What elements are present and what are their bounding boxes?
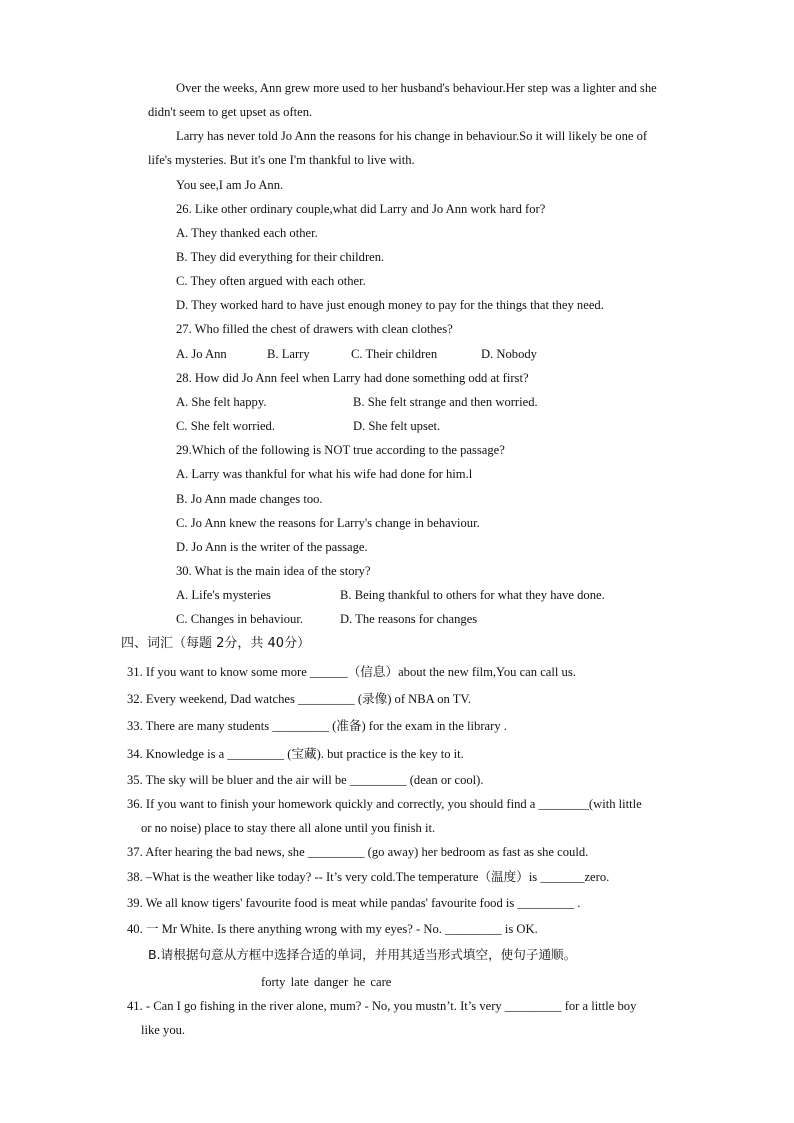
question-38: 38. –What is the weather like today? -- It’s very cold.The temperature（温度）is _______zero. — [127, 870, 610, 884]
question-41-line-1: 41. - Can I go fishing in the river alone, mum? - No, you mustn’t. It’s very _________ for a little boy — [127, 999, 637, 1013]
question-29: 29.Which of the following is NOT true according to the passage? — [176, 443, 505, 457]
question-26-option-a: A. They thanked each other. — [176, 226, 318, 240]
question-36-line-2: or no noise) place to stay there all alone until you finish it. — [141, 821, 436, 835]
question-27-option-c: C. Their children — [351, 347, 438, 361]
question-29-option-b: B. Jo Ann made changes too. — [176, 492, 323, 506]
question-30-option-a: A. Life's mysteries — [176, 588, 271, 602]
passage-paragraph-3: You see,I am Jo Ann. — [176, 178, 284, 192]
question-28-option-c: C. She felt worried. — [176, 419, 275, 433]
question-40: 40. 一 Mr White. Is there anything wrong with my eyes? - No. _________ is OK. — [127, 922, 538, 936]
question-32: 32. Every weekend, Dad watches _________ (录像) of NBA on TV. — [127, 692, 472, 706]
question-26-option-b: B. They did everything for their children. — [176, 250, 385, 264]
question-29-option-a: A. Larry was thankful for what his wife had done for him.l — [176, 467, 473, 481]
question-30: 30. What is the main idea of the story? — [176, 564, 371, 578]
question-41-line-2: like you. — [141, 1023, 186, 1037]
question-33: 33. There are many students _________ (准备) for the exam in the library . — [127, 719, 507, 733]
question-26: 26. Like other ordinary couple,what did Larry and Jo Ann work hard for? — [176, 202, 546, 216]
question-39: 39. We all know tigers' favourite food is meat while pandas' favourite food is _________ . — [127, 896, 581, 910]
question-26-option-d: D. They worked hard to have just enough money to pay for the things that they need. — [176, 298, 604, 312]
section-heading-vocabulary: 四、词汇（每题 2分，共 40分） — [121, 636, 311, 651]
question-31: 31. If you want to know some more ______（信息）about the new film,You can call us. — [127, 665, 576, 679]
question-28-option-d: D. She felt upset. — [353, 419, 441, 433]
passage-paragraph-2-line-1: Larry has never told Jo Ann the reasons for his change in behaviour.So it will likely be one of — [176, 129, 648, 143]
question-27-option-b: B. Larry — [267, 347, 310, 361]
question-27: 27. Who filled the chest of drawers with clean clothes? — [176, 322, 453, 336]
question-37: 37. After hearing the bad news, she _________ (go away) her bedroom as fast as she could. — [127, 845, 589, 859]
question-27-option-d: D. Nobody — [481, 347, 537, 361]
passage-paragraph-1-line-1: Over the weeks, Ann grew more used to her husband's behaviour.Her step was a lighter and she — [176, 81, 657, 95]
question-35: 35. The sky will be bluer and the air will be _________ (dean or cool). — [127, 773, 484, 787]
question-28: 28. How did Jo Ann feel when Larry had done something odd at first? — [176, 371, 529, 385]
passage-paragraph-2-line-2: life's mysteries. But it's one I'm thankful to live with. — [148, 153, 415, 167]
question-36-line-1: 36. If you want to finish your homework quickly and correctly, you should find a ________(with little — [127, 797, 642, 811]
word-box: forty late danger he care — [261, 975, 392, 989]
question-30-option-c: C. Changes in behaviour. — [176, 612, 303, 626]
question-34: 34. Knowledge is a _________ (宝藏). but practice is the key to it. — [127, 747, 464, 761]
question-29-option-d: D. Jo Ann is the writer of the passage. — [176, 540, 368, 554]
question-28-option-b: B. She felt strange and then worried. — [353, 395, 538, 409]
question-29-option-c: C. Jo Ann knew the reasons for Larry's change in behaviour. — [176, 516, 480, 530]
question-30-option-d: D. The reasons for changes — [340, 612, 478, 626]
section-b-instruction: B.请根据句意从方框中选择合适的单词，并用其适当形式填空，使句子通顺。 — [148, 947, 577, 962]
question-28-option-a: A. She felt happy. — [176, 395, 267, 409]
question-27-option-a: A. Jo Ann — [176, 347, 227, 361]
passage-paragraph-1-line-2: didn't seem to get upset as often. — [148, 105, 313, 119]
question-26-option-c: C. They often argued with each other. — [176, 274, 366, 288]
question-30-option-b: B. Being thankful to others for what they have done. — [340, 588, 605, 602]
